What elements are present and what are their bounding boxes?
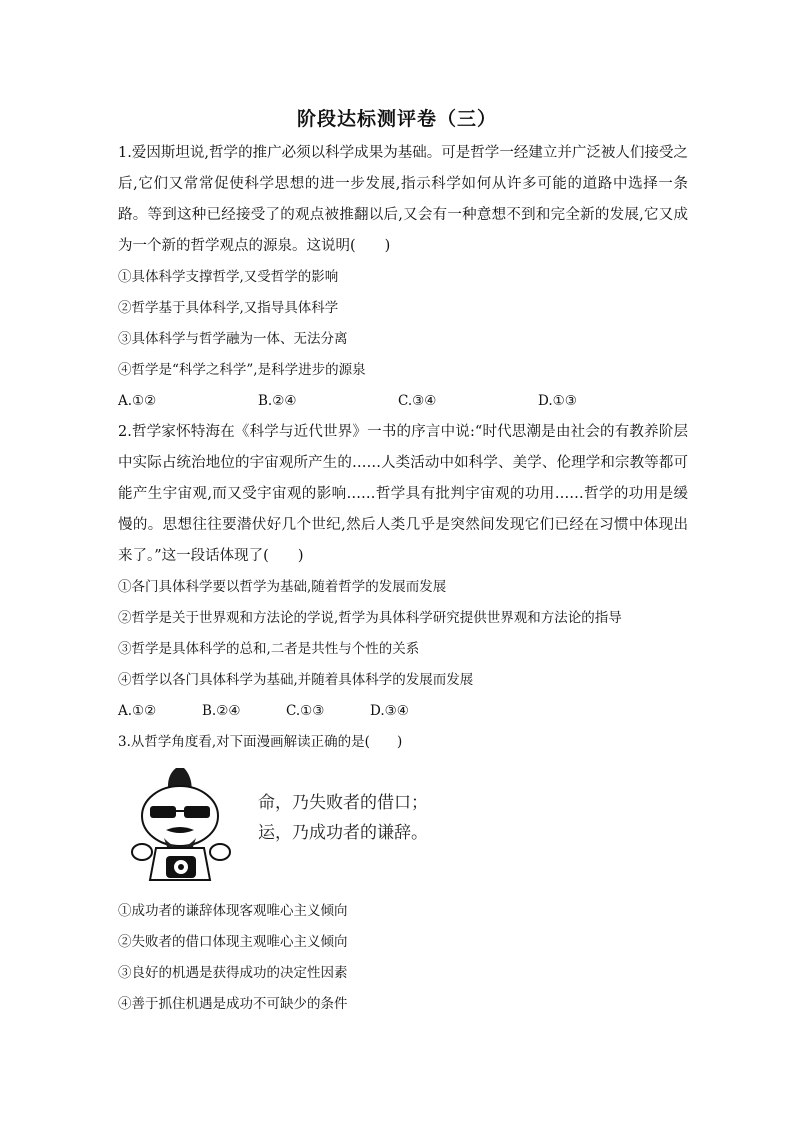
q2-option-d: D.③④	[370, 703, 409, 719]
q2-item-1: ①各门具体科学要以哲学为基础,随着哲学的发展而发展	[118, 579, 447, 595]
q1-stem: 1.爱因斯坦说,哲学的推广必须以科学成果为基础。可是哲学一经建立并广泛被人们接受之后,它们又常常促使科学思想的进一步发展,指示科学如何从许多可能的道路中选择一条路。等到这种已经接受了的观点被推翻以后,又会有一种意想不到和完全新的发展,它又成为一个新的哲学观点的源泉。这说明( )	[118, 145, 688, 254]
q1-option-c: C.③④	[398, 393, 437, 409]
comic-character-icon	[128, 764, 238, 884]
q2-item-2: ②哲学是关于世界观和方法论的学说,哲学为具体科学研究提供世界观和方法论的指导	[118, 610, 622, 626]
content	[118, 138, 688, 1020]
comic-caption	[258, 788, 428, 848]
q2-item-3: ③哲学是具体科学的总和,二者是共性与个性的关系	[118, 641, 420, 657]
q1-options	[118, 386, 688, 417]
q1-option-d: D.①③	[538, 393, 577, 409]
q2-option-b: B.②④	[202, 703, 241, 719]
q2-item-4: ④哲学以各门具体科学为基础,并随着具体科学的发展而发展	[118, 672, 474, 688]
q3-item-2: ②失败者的借口体现主观唯心主义倾向	[118, 934, 348, 950]
q3-item-3: ③良好的机遇是获得成功的决定性因素	[118, 965, 348, 981]
q3-item-1: ①成功者的谦辞体现客观唯心主义倾向	[118, 903, 348, 919]
q2-option-c: C.①③	[286, 703, 325, 719]
q3-item-4: ④善于抓住机遇是成功不可缺少的条件	[118, 996, 348, 1012]
comic	[118, 764, 688, 890]
q3-stem: 3.从哲学角度看,对下面漫画解读正确的是( )	[118, 734, 403, 750]
q2-stem: 2.哲学家怀特海在《科学与近代世界》一书的序言中说:“时代思潮是由社会的有教养阶层中实际占统治地位的宇宙观所产生的……人类活动中如科学、美学、伦理学和宗教等都可能产生宇宙观,而又受宇宙观的影响……哲学具有批判宇宙观的功用……哲学的功用是缓慢的。思想往往要潜伏好几个世纪,然后人类几乎是突然间发现它们已经在习惯中体现出来了。”这一段话体现了( )	[118, 424, 688, 564]
q2-option-a: A.①②	[118, 703, 157, 719]
q2-options	[118, 696, 688, 727]
q1-item-1: ①具体科学支撑哲学,又受哲学的影响	[118, 269, 339, 285]
q1-option-b: B.②④	[258, 393, 297, 409]
q1-item-2: ②哲学基于具体科学,又指导具体科学	[118, 300, 339, 316]
q1-item-3: ③具体科学与哲学融为一体、无法分离	[118, 331, 348, 347]
q1-item-4: ④哲学是“科学之科学”,是科学进步的源泉	[118, 362, 366, 378]
comic-line-2: 运，乃成功者的谦辞。	[258, 823, 428, 843]
q1-option-a: A.①②	[118, 393, 157, 409]
page-title: 阶段达标测评卷（三）	[296, 108, 497, 130]
comic-line-1: 命，乃失败者的借口；	[258, 793, 428, 813]
